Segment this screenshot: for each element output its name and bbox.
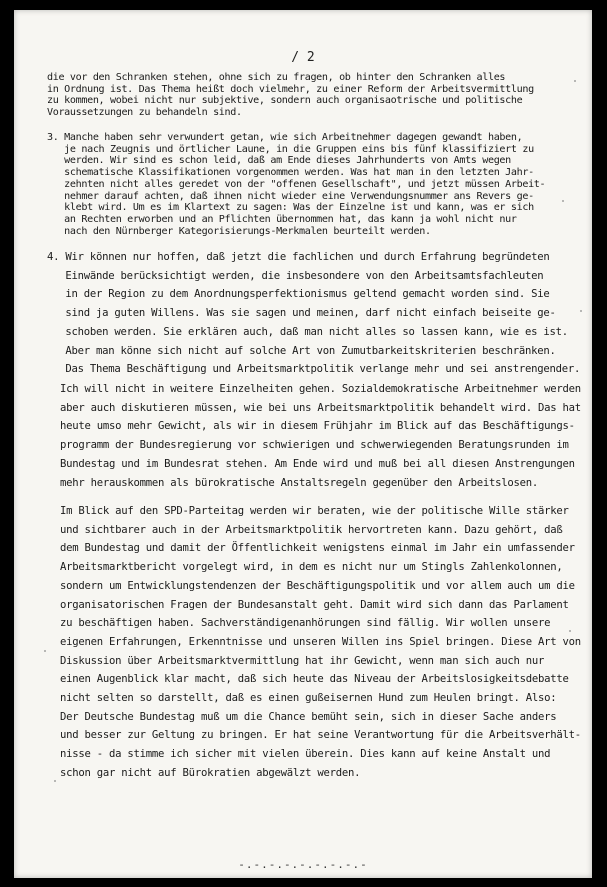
text-line: Im Blick auf den SPD-Parteitag werden wir beraten, wie der politische Wille stärker bbox=[60, 505, 569, 517]
text-line: Das Thema Beschäftigung und Arbeitsmarktpolitik verlange mehr und sei anstrengender. bbox=[47, 363, 581, 376]
text-line: heute umso mehr Gewicht, als wir in diesem Frühjahr im Blick auf das Beschäftigungs- bbox=[60, 420, 575, 433]
text-line: nicht selten so darstellt, daß es einen gußeisernen Hund zum Heulen bringt. Also: bbox=[60, 692, 557, 705]
scan-speck bbox=[580, 310, 582, 312]
text-line: zu beschäftigen haben. Sachverständigenanhörungen sind fällig. Wir wollen unsere bbox=[60, 617, 551, 630]
paragraph-continuation bbox=[47, 72, 534, 119]
text-line: in der Region zu dem Anordnungsperfektionismus geltend gemacht worden sind. Sie bbox=[47, 288, 550, 301]
scan-speck bbox=[44, 650, 46, 652]
text-line: mehr herauskommen als bürokratische Anstaltsregeln gegenüber den Arbeitslosen. bbox=[60, 476, 538, 489]
paragraph-spd-parteitag bbox=[60, 502, 581, 783]
text-line: eigenen Erfahrungen, Erkenntnisse und unseren Willen ins Spiel bringen. Diese Art von bbox=[60, 635, 581, 648]
list-item-4 bbox=[47, 248, 580, 379]
text-line: einen Augenblick klar macht, daß sich heute das Niveau der Arbeitslosigkeitsdebatte bbox=[60, 673, 569, 686]
text-line: organisatorischen Fragen der Bundesanstalt geht. Damit wird sich dann das Parlament bbox=[60, 598, 569, 611]
text-line: dem Bundestag und damit der Öffentlichkeit wenigstens einmal im Jahr ein umfassender bbox=[60, 542, 575, 555]
text-line: schon gar nicht auf Bürokratien abgewälzt werden. bbox=[60, 766, 361, 779]
text-line: Diskussion über Arbeitsmarktvermittlung hat ihr Gewicht, wenn man sich auch nur bbox=[60, 654, 545, 667]
text-line: und besser zur Geltung zu bringen. Er hat seine Verantwortung für die Arbeitsverhält- bbox=[60, 729, 581, 742]
scan-speck bbox=[574, 80, 576, 82]
text-line: an Rechten erworben und an Pflichten übernommen hat, das kann ja wohl nicht nur bbox=[47, 213, 517, 225]
page-number: / 2 bbox=[291, 50, 315, 65]
text-line: 4. Wir können nur hoffen, daß jetzt die fachlichen und durch Erfahrung begründeten bbox=[47, 251, 550, 263]
text-line: aber auch diskutieren müssen, wie bei uns Arbeitsmarktpolitik behandelt wird. Das hat bbox=[60, 401, 581, 414]
footer-marks: -.-.-.-.-.-.-.-.- bbox=[238, 858, 368, 871]
text-line: sondern um Entwicklungstendenzen der Beschäftigungspolitik und vor allem auch um die bbox=[60, 579, 575, 592]
scan-speck bbox=[54, 780, 56, 782]
paragraph-details bbox=[60, 380, 581, 492]
text-line: programm der Bundesregierung vor schwierigen und schwerwiegenden Beratungsrunden im bbox=[60, 439, 569, 452]
text-line: sind ja guten Willens. Was sie sagen und meinen, darf nicht einfach beiseite ge- bbox=[47, 307, 556, 320]
text-line: in Ordnung ist. Das Thema heißt doch vielmehr, zu einer Reform der Arbeitsvermittlung bbox=[47, 83, 534, 95]
document-page bbox=[14, 10, 592, 878]
text-line: Ich will nicht in weitere Einzelheiten gehen. Sozialdemokratische Arbeitnehmer werden bbox=[60, 383, 581, 395]
list-item-3 bbox=[47, 132, 545, 237]
text-line: je nach Zeugnis und örtlicher Laune, in die Gruppen eins bis fünf klassifiziert zu bbox=[47, 143, 534, 155]
text-line: Arbeitsmarktbericht vorgelegt wird, in dem es nicht nur um Stingls Zahlenkolonnen, bbox=[60, 561, 563, 574]
text-line: nach den Nürnberger Kategorisierungs-Merkmalen beurteilt werden. bbox=[47, 225, 431, 237]
text-line: Der Deutsche Bundestag muß um die Chance bemüht sein, sich in dieser Sache anders bbox=[60, 710, 557, 723]
text-line: 3. Manche haben sehr verwundert getan, wie sich Arbeitnehmer dagegen gewandt haben, bbox=[47, 132, 523, 143]
scan-speck bbox=[562, 200, 564, 202]
text-line: klebt wird. Um es im Klartext zu sagen: Was der Einzelne ist und kann, was er sich bbox=[47, 202, 534, 214]
text-line: nisse - da stimme ich sicher mit vielen überein. Dies kann auf keine Anstalt und bbox=[60, 748, 551, 761]
text-line: Voraussetzungen zu behandeln sind. bbox=[47, 107, 242, 119]
text-line: nehmer darauf achten, daß ihnen nicht wieder eine Verwendungsnummer ans Revers ge- bbox=[47, 190, 534, 202]
text-line: Aber man könne sich nicht auf solche Art von Zumutbarkeitskriterien beschränken. bbox=[47, 344, 556, 357]
text-line: schoben werden. Sie erklären auch, daß man nicht alles so lassen kann, wie es ist. bbox=[47, 325, 568, 338]
text-line: zehnten nicht alles geredet von der "offenen Gesellschaft", und jetzt müssen Arbeit- bbox=[47, 178, 546, 190]
text-line: Einwände berücksichtigt werden, die insbesondere von den Arbeitsamtsfachleuten bbox=[47, 269, 544, 282]
text-line: werden. Wir sind es schon leid, daß am Ende dieses Jahrhunderts von Amts wegen bbox=[47, 155, 511, 167]
text-line: zu kommen, wobei nicht nur subjektive, sondern auch organisaotrische und politische bbox=[47, 95, 523, 107]
text-line: Bundestag und im Bundesrat stehen. Am Ende wird und muß bei all diesen Anstrengungen bbox=[60, 457, 575, 470]
scan-speck bbox=[569, 630, 571, 632]
text-line: die vor den Schranken stehen, ohne sich zu fragen, ob hinter den Schranken alles bbox=[47, 72, 506, 83]
text-line: und sichtbarer auch in der Arbeitsmarktpolitik hervortreten kann. Dazu gehört, daß bbox=[60, 523, 563, 536]
text-line: schematische Klassifikationen vorgenommen werden. Was hat man in den letzten Jahr- bbox=[47, 167, 534, 179]
